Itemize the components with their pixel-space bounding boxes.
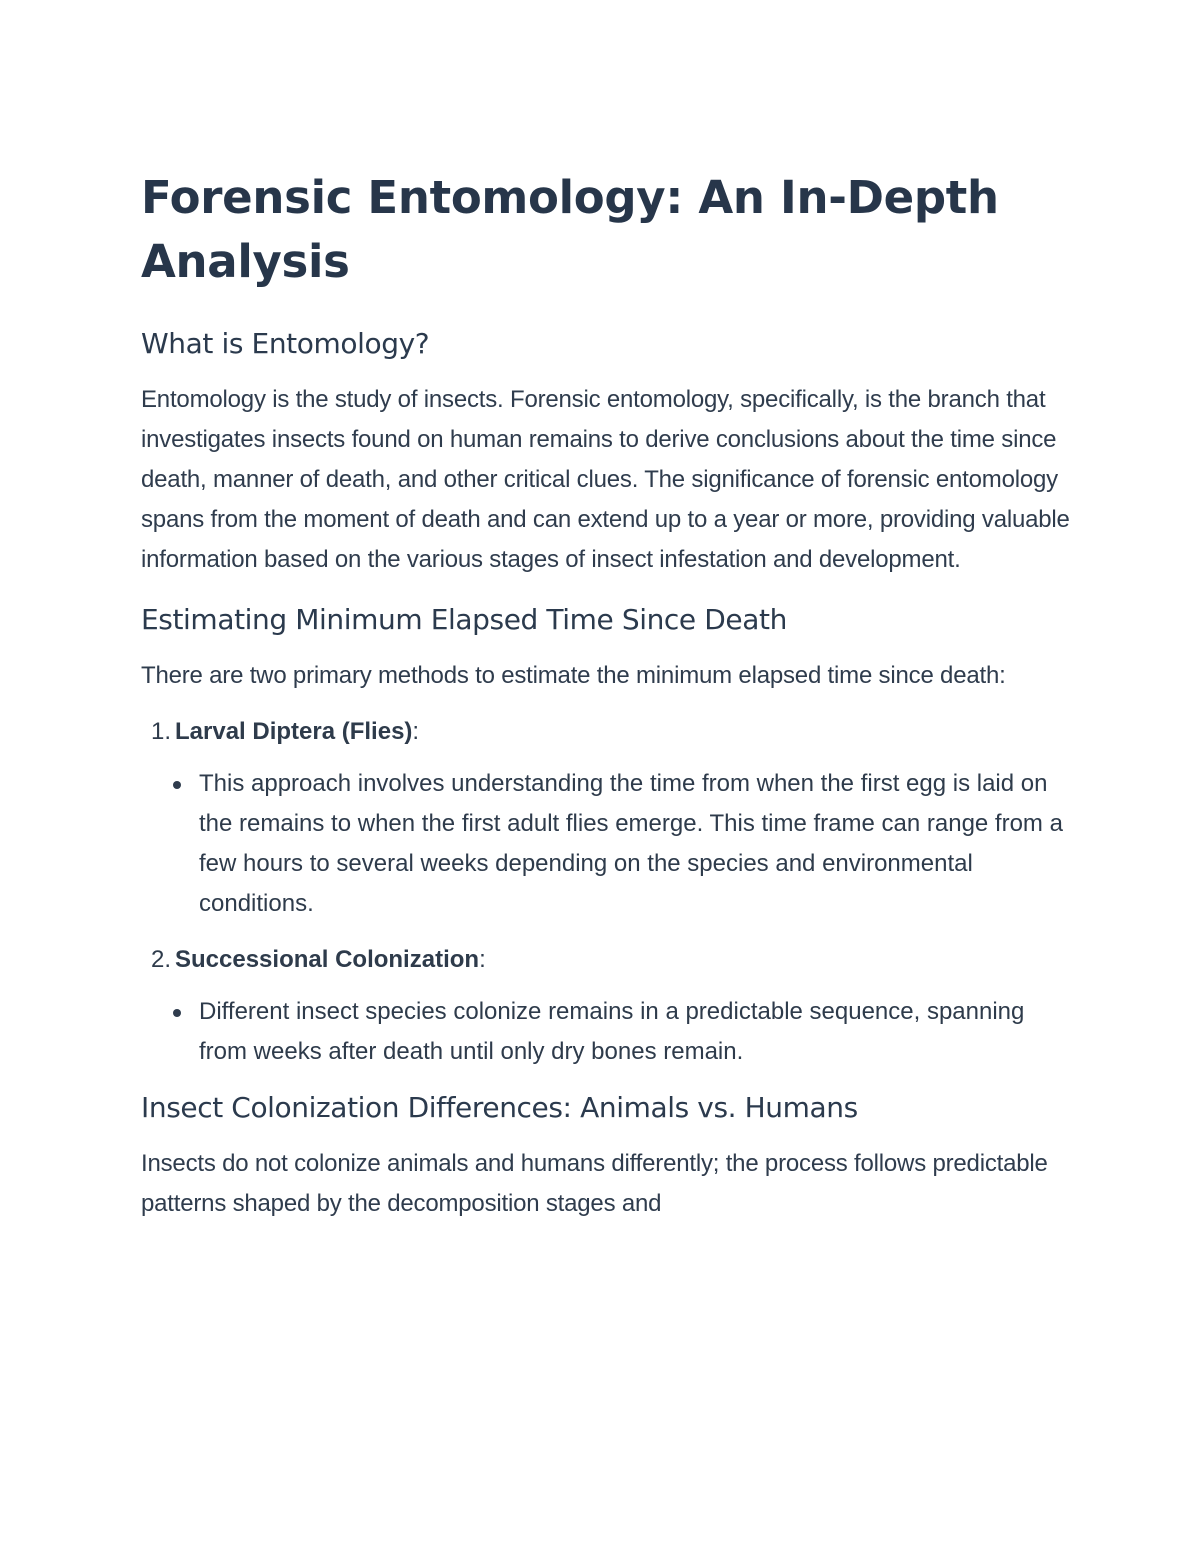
document-title: Forensic Entomology: An In-Depth Analysis	[141, 171, 999, 288]
paragraph-estimating-time: There are two primary methods to estimate the minimum elapsed time since death:	[141, 662, 1006, 689]
bullet-dot-icon	[173, 1009, 181, 1017]
bullet-dot-icon	[173, 781, 181, 789]
paragraph-what-is-entomology: Entomology is the study of insects. Forensic entomology, specifically, is the branch that investigates insects found on human remains to derive conclusions about the time since death, manner of death, and other critical clues. The significance of forensic entomology spans from the moment of death and can extend up to a year or more, providing valuable information based on the various stages of insect infestation and development.	[141, 386, 1070, 573]
bullet-item-successional-colonization	[141, 992, 1071, 1072]
section-heading-what-is-entomology: What is Entomology?	[141, 327, 430, 360]
list-item-successional-colonization	[141, 940, 1071, 980]
list-item-larval-diptera	[141, 712, 1071, 752]
list-item-suffix: :	[479, 946, 486, 973]
list-item-label: Larval Diptera (Flies)	[175, 718, 413, 745]
section-heading-colonization-differences: Insect Colonization Differences: Animals vs. Humans	[141, 1091, 858, 1124]
section-heading-estimating-time: Estimating Minimum Elapsed Time Since Death	[141, 603, 787, 636]
list-item-label: Successional Colonization	[175, 946, 480, 973]
list-number: 2.	[150, 946, 171, 973]
list-item-suffix: :	[412, 718, 420, 745]
bullet-text: Different insect species colonize remains in a predictable sequence, spanning from weeks after death until only dry bones remain.	[199, 998, 1025, 1065]
bullet-text: This approach involves understanding the time from when the first egg is laid on the remains to when the first adult flies emerge. This time frame can range from a few hours to several weeks depending on the species and environmental conditions.	[199, 770, 1063, 917]
bullet-item-larval-diptera	[141, 764, 1071, 924]
list-number: 1.	[150, 718, 171, 745]
document-page	[141, 166, 1071, 1224]
paragraph-colonization-differences: Insects do not colonize animals and humans differently; the process follows predictable patterns shaped by the decomposition stages and	[141, 1150, 1048, 1217]
